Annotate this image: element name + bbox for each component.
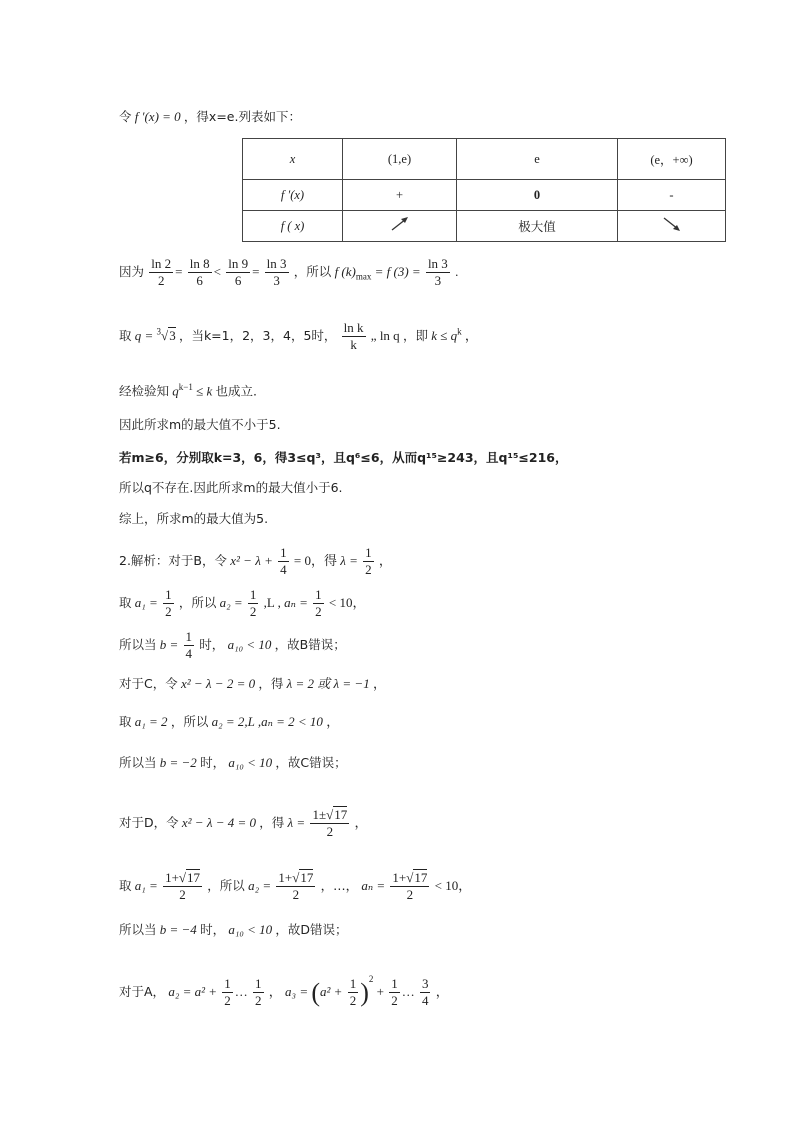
denominator: 2 — [292, 886, 300, 902]
numerator: 1 — [391, 976, 398, 992]
math: aₙ = — [361, 877, 386, 893]
table-row — [243, 211, 726, 242]
conclusion-line: 综上，所求m的最大值为5. — [119, 511, 269, 526]
subscript: max — [355, 271, 372, 282]
math: a₁₀ < 10 — [228, 755, 273, 770]
fraction — [149, 257, 173, 289]
text: 时， — [200, 922, 226, 937]
text: 所以当 — [119, 922, 157, 937]
text: . — [455, 263, 459, 279]
denominator: 3 — [273, 272, 280, 288]
text: ，故D错误； — [275, 922, 348, 937]
math: q = — [134, 327, 157, 343]
derivative-eq: f ′(x) = 0 — [134, 109, 181, 124]
fraction — [310, 808, 349, 840]
b-conclusion-line — [119, 630, 346, 662]
math: λ = 2 或 λ = −1 — [286, 676, 370, 691]
text: ， — [326, 714, 340, 729]
math: x² − λ + — [230, 552, 273, 568]
denominator: 2 — [326, 823, 334, 839]
denominator: k — [350, 336, 357, 352]
numerator: 1+√17 — [278, 870, 314, 885]
because-line: 因为 $\frac{\ln 2}{2}$ = $\frac{\ln 8}{6}$ < $\frac{\ln 9}{6}$ = $\frac{\ln 3}{3}$ ，所以 f $(k)_{max} = f$ (3) = $\frac{\ln 3}{3}$ . — [119, 256, 459, 288]
fraction — [342, 321, 366, 353]
intro-line — [119, 110, 301, 124]
arrow-up-right-icon — [389, 215, 411, 233]
math: a₂ = — [248, 877, 272, 893]
numerator: ln 3 — [427, 256, 448, 271]
radicand: 17 — [414, 870, 428, 885]
superscript: k — [457, 326, 462, 337]
text: ， — [435, 984, 449, 999]
text: 时， — [200, 755, 226, 770]
table-row — [243, 139, 726, 180]
take-q-line: 取 q = $^3$√3 ，当k=1，2，3，4，5时， $\frac{\text{ln k}}{k}$ „ ln q ，即 $k \le q^k$ ， — [119, 320, 478, 352]
numerator-prefix: 1+ — [165, 870, 179, 885]
math: b = −2 — [159, 755, 197, 770]
math: < 10， — [328, 594, 366, 610]
table-cell: - — [618, 180, 726, 211]
text: 对于D，令 — [119, 814, 179, 830]
numerator: 1 — [255, 976, 262, 992]
text: ，所以 — [170, 714, 209, 729]
fraction — [276, 871, 315, 903]
denominator: 6 — [196, 272, 203, 288]
math: = 0，得 — [293, 552, 337, 568]
text: ，所以 — [207, 877, 245, 893]
table-cell: e — [457, 139, 618, 180]
math: ,L , — [263, 594, 281, 610]
text: ， — [354, 814, 368, 830]
numerator: 3 — [421, 976, 429, 992]
numerator: ln k — [343, 320, 364, 335]
numerator-prefix: 1+ — [278, 870, 293, 885]
table-cell: 极大值 — [457, 211, 618, 242]
radicand: 17 — [187, 870, 201, 885]
numerator: 1+√17 — [392, 870, 428, 885]
radicand: 17 — [334, 807, 348, 822]
numerator: 1 — [315, 587, 322, 602]
text: ， — [372, 676, 386, 691]
math: λ = — [287, 814, 306, 830]
numerator: 1 — [280, 545, 287, 560]
denominator: 2 — [315, 603, 322, 619]
text: ，故C错误； — [275, 755, 347, 770]
not-less-line: 因此所求m的最大值不小于5. — [119, 417, 281, 432]
numerator: 1+√17 — [165, 870, 201, 885]
text: ，…， — [320, 877, 359, 893]
arrow-down-right-icon — [661, 215, 683, 233]
text: 取 — [119, 714, 132, 729]
text: ， — [464, 327, 478, 343]
fraction — [278, 546, 289, 578]
math: = f (3) = — [374, 263, 421, 279]
denominator: 6 — [234, 272, 242, 288]
numerator: 1 — [349, 976, 357, 992]
denominator: 2 — [179, 886, 186, 902]
fraction — [313, 588, 324, 620]
fraction — [163, 588, 174, 620]
text: ，所以 — [178, 594, 217, 610]
verify-line — [119, 383, 257, 398]
denominator: 2 — [391, 993, 398, 1009]
fraction — [222, 977, 233, 1009]
denominator: 2 — [165, 603, 172, 619]
numerator: ln 9 — [228, 256, 249, 271]
math: f (k) — [334, 263, 356, 279]
math: a₁₀ < 10 — [227, 636, 272, 652]
denominator: 4 — [280, 561, 287, 577]
math: a₁ = — [134, 877, 158, 893]
take-a1-c-line — [119, 715, 339, 729]
numerator-prefix: 1+ — [392, 870, 407, 885]
numerator-prefix: 1± — [312, 807, 327, 822]
denominator: 2 — [249, 603, 257, 619]
table-cell: (1,e) — [343, 139, 457, 180]
fraction — [363, 546, 374, 578]
right-paren: ) — [360, 978, 369, 1008]
math: aₙ = — [284, 594, 308, 610]
math: b = — [159, 636, 179, 652]
math: x² − λ − 2 = 0 — [180, 676, 256, 691]
not-exist-line: 所以q不存在.因此所求m的最大值小于6. — [119, 480, 343, 495]
text: 对于A， — [119, 984, 166, 999]
fraction — [265, 257, 289, 289]
text: ， — [378, 552, 392, 568]
text: 也成立. — [215, 383, 257, 399]
math: a₃ = — [285, 984, 309, 999]
solution-b-line — [119, 546, 392, 578]
math: „ ln q — [370, 327, 400, 343]
numerator: 1±√17 — [312, 807, 348, 822]
math: k ≤ q — [431, 327, 458, 343]
fraction — [184, 630, 195, 662]
text: ，故B错误； — [274, 636, 346, 652]
table-cell: f ( x) — [280, 218, 305, 233]
denominator: 2 — [224, 993, 231, 1009]
denominator: 4 — [185, 645, 193, 661]
fraction — [389, 977, 400, 1009]
math: … — [401, 984, 415, 999]
variation-table — [242, 138, 726, 242]
root-index: 3 — [156, 326, 162, 337]
text: 因为 — [119, 263, 145, 279]
math: < 10， — [434, 877, 472, 893]
math: a₂ = a² + — [168, 984, 218, 999]
math: a₁ = — [134, 594, 158, 610]
text: 取 — [119, 327, 132, 343]
fraction — [248, 588, 259, 620]
text: 经检验知 — [119, 383, 170, 399]
denominator: 3 — [434, 272, 442, 288]
math: a₁₀ < 10 — [228, 922, 273, 937]
table-cell: 0 — [457, 180, 618, 211]
c-conclusion-line — [119, 756, 347, 770]
numerator: ln 2 — [151, 256, 172, 271]
text: 对于C，令 — [119, 676, 178, 691]
denominator: 4 — [421, 993, 429, 1009]
table-cell: f ′(x) — [280, 187, 305, 202]
text: ，即 — [402, 327, 428, 343]
math: q — [172, 383, 179, 399]
math: a₁ = 2 — [134, 714, 168, 729]
left-paren: ( — [311, 978, 321, 1008]
text: 取 — [119, 594, 132, 610]
denominator: 2 — [349, 993, 357, 1009]
solution-c-line — [119, 677, 386, 691]
denominator: 2 — [157, 272, 165, 288]
solution-a-line — [119, 975, 449, 1009]
text: 2.解析：对于B，令 — [119, 552, 228, 568]
numerator: 1 — [224, 976, 231, 992]
table-cell: x — [289, 151, 296, 166]
math: a₂ = 2,L ,aₙ = 2 < 10 — [211, 714, 323, 729]
solution-d-line — [119, 808, 367, 840]
d-conclusion-line — [119, 923, 348, 937]
math: … — [234, 984, 248, 999]
text: 所以当 — [119, 755, 157, 770]
radicand: 3 — [169, 327, 176, 343]
math: x² − λ − 4 = 0 — [181, 814, 257, 830]
intro-text-b: ，得x=e.列表如下： — [183, 109, 301, 124]
fraction — [390, 871, 429, 903]
take-a1-b-line — [119, 588, 365, 620]
superscript: k−1 — [178, 382, 193, 392]
math: λ = — [340, 552, 358, 568]
numerator: 1 — [249, 587, 257, 602]
text: 时， — [199, 636, 225, 652]
table-cell: + — [343, 180, 457, 211]
math: a² + — [320, 984, 343, 999]
take-a1-d-line — [119, 871, 471, 903]
denominator: 2 — [406, 886, 414, 902]
fraction — [226, 257, 250, 289]
numerator: ln 3 — [266, 256, 287, 271]
radicand: 17 — [300, 870, 314, 885]
table-cell: (e，+∞) — [618, 139, 726, 180]
intro-text-a: 令 — [119, 109, 132, 124]
table-row — [243, 180, 726, 211]
math: ≤ k — [196, 383, 213, 399]
fraction — [420, 977, 431, 1009]
text: 所以当 — [119, 636, 157, 652]
superscript: 2 — [368, 974, 374, 984]
text: ，得 — [259, 814, 285, 830]
fraction — [253, 977, 264, 1009]
text: ， — [268, 984, 282, 999]
math: a₂ = — [219, 594, 243, 610]
fraction — [426, 257, 450, 289]
math: b = −4 — [159, 922, 197, 937]
denominator: 2 — [365, 561, 372, 577]
math: + — [376, 984, 384, 999]
text: ，得 — [258, 676, 284, 691]
numerator: 1 — [365, 545, 372, 560]
text: ，当k=1，2，3，4，5时， — [178, 327, 337, 343]
fraction — [188, 257, 212, 289]
fraction — [163, 871, 202, 903]
numerator: ln 8 — [189, 256, 210, 271]
if-m-line: 若m≥6，分别取k=3，6，得3≤q³，且q⁶≤6，从而q¹⁵≥243，且q¹⁵≤216， — [119, 450, 568, 465]
fraction — [348, 977, 359, 1009]
text: ，所以 — [293, 263, 332, 279]
denominator: 2 — [255, 993, 262, 1009]
numerator: 1 — [185, 629, 193, 644]
numerator: 1 — [165, 587, 172, 602]
text: 取 — [119, 877, 132, 893]
